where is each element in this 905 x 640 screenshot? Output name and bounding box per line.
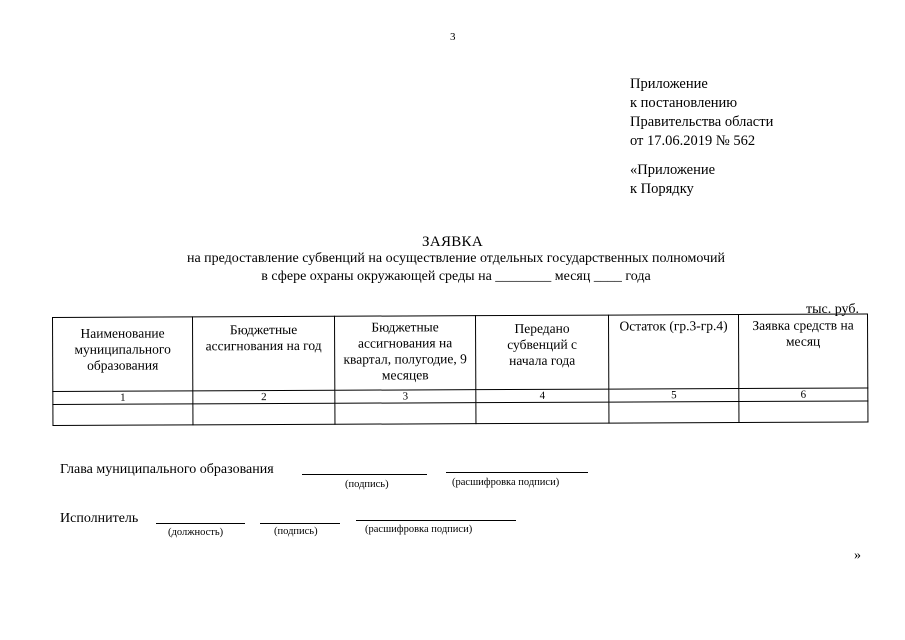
appendix-line: Правительства области (630, 114, 774, 130)
table-cell[interactable] (476, 402, 609, 424)
table-header-text: Остаток (гр.3-гр.4) (619, 318, 728, 334)
table-header-text: Заявка средств на месяц (752, 317, 854, 349)
table-cell[interactable] (609, 402, 739, 424)
appendix-line: к Порядку (630, 181, 694, 197)
table-cell[interactable] (739, 401, 868, 423)
column-number: 5 (609, 389, 739, 403)
executor-position-caption: (должность) (168, 527, 224, 538)
column-number: 2 (193, 390, 335, 404)
head-decode-caption: (расшифровка подписи) (452, 477, 560, 488)
appendix-procedure-block (630, 161, 715, 199)
executor-signature-line[interactable] (260, 523, 340, 524)
column-number: 1 (53, 391, 193, 405)
executor-label: Исполнитель (60, 511, 139, 526)
table-header-cell (475, 315, 608, 390)
table-header-text: Бюджетные ассигнования на квартал, полугодие, 9 месяцев (343, 319, 467, 383)
appendix-line: «Приложение (630, 162, 716, 178)
request-table (52, 313, 868, 426)
table-cell[interactable] (193, 403, 335, 425)
table-header-cell (53, 317, 193, 392)
appendix-line: к постановлению (630, 95, 738, 111)
table-header-cell (608, 315, 738, 390)
appendix-block (630, 75, 773, 151)
head-signature-label: Глава муниципального образования (60, 462, 274, 477)
executor-signature-caption: (подпись) (274, 526, 318, 537)
head-signature-line[interactable] (302, 474, 427, 475)
closing-quote-mark: » (854, 548, 861, 563)
appendix-line: Приложение (630, 76, 708, 92)
executor-decode-line[interactable] (356, 520, 516, 521)
column-number: 6 (739, 388, 868, 402)
units-label: тыс. руб. (806, 302, 859, 317)
table-row (53, 401, 868, 426)
table-header-row (53, 314, 868, 392)
document-subtitle: на предоставление субвенций на осуществление отдельных государственных полномочий (186, 251, 726, 266)
appendix-date-line: от 17.06.2019 № 562 (630, 133, 756, 149)
table-cell[interactable] (335, 403, 476, 425)
table-header-text: Бюджетные ассигнования на год (205, 321, 322, 354)
head-signature-caption: (подпись) (345, 479, 389, 490)
table-header-cell (193, 316, 335, 391)
executor-decode-caption: (расшифровка подписи) (365, 524, 473, 535)
page-number: 3 (450, 31, 456, 43)
column-number: 4 (476, 389, 609, 403)
document-subtitle: в сфере охраны окружающей среды на ________ месяц ____ года (261, 269, 651, 284)
table-header-text: Передано субвенций с начала года (507, 320, 578, 369)
table-header-cell (738, 314, 867, 389)
head-decode-line[interactable] (446, 472, 588, 473)
table-header-text: Наименование муниципального образования (74, 325, 171, 373)
column-number: 3 (335, 390, 476, 404)
document-title: ЗАЯВКА (422, 234, 483, 250)
table-cell[interactable] (53, 404, 193, 426)
executor-position-line[interactable] (156, 523, 245, 524)
table-header-cell (334, 316, 475, 391)
